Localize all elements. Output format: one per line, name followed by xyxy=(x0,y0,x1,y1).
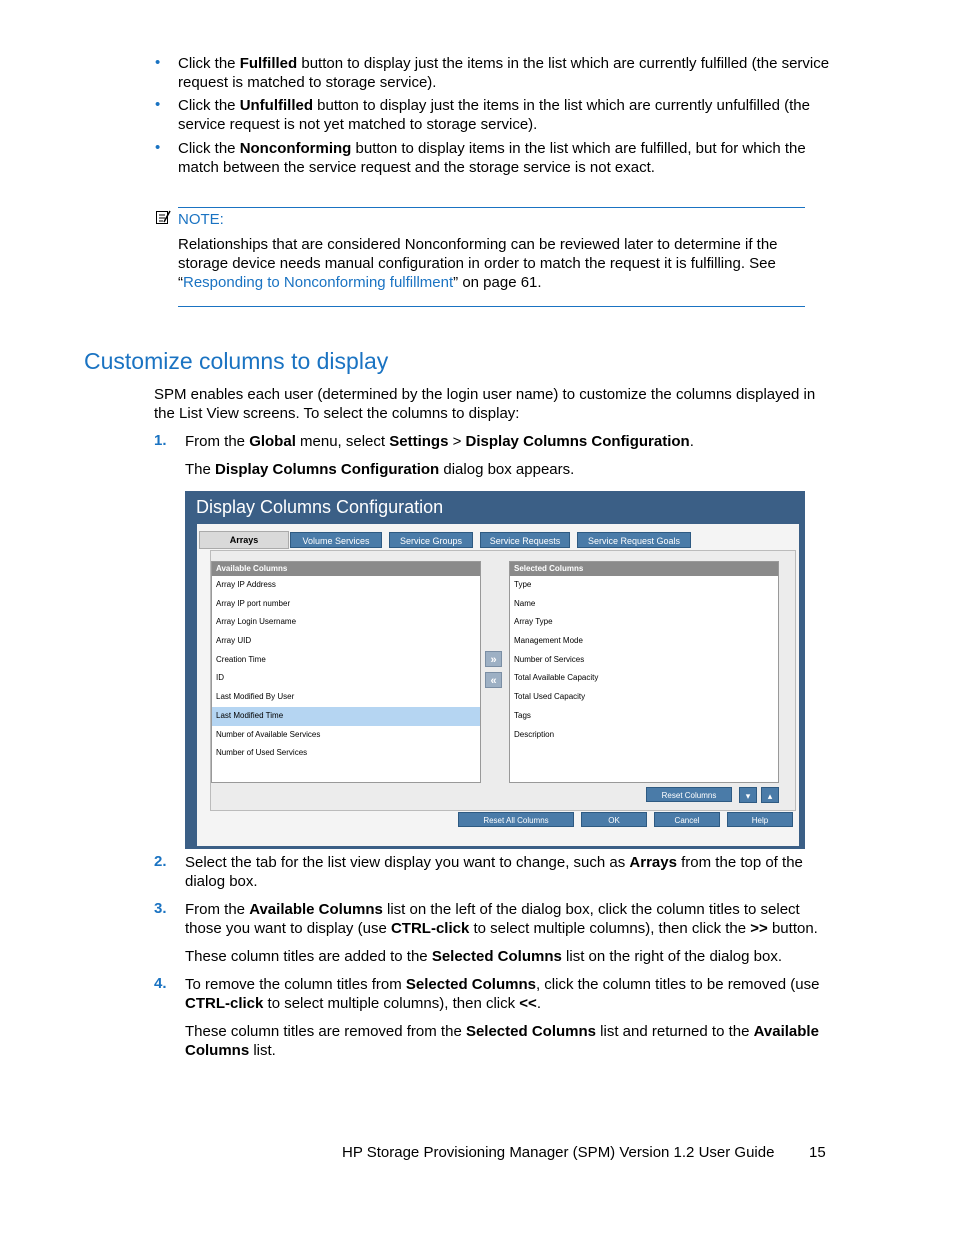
help-button[interactable]: Help xyxy=(727,812,793,827)
move-up-button[interactable]: ▴ xyxy=(761,787,779,803)
add-columns-button[interactable]: » xyxy=(485,651,502,667)
bullet-unfulfilled: Click the Unfulfilled button to display just the items in the list which are currently unfulfilled (the service request is not yet matched to storage service). xyxy=(178,97,810,133)
step-number: 2. xyxy=(154,853,167,870)
bullet-marker: • xyxy=(155,139,161,156)
list-item[interactable]: Number of Used Services xyxy=(216,748,308,758)
step-2-text: Select the tab for the list view display you want to change, such as Arrays from the top of the dialog box. xyxy=(185,854,803,890)
note-text: Relationships that are considered Nonconforming can be reviewed later to determine if the storage device needs manual configuration in order to match the request it is fulfilling. See “Responding to Nonconforming fulfillment” on page 61. xyxy=(178,236,778,291)
remove-columns-button[interactable]: « xyxy=(485,672,502,688)
list-item[interactable]: Name xyxy=(514,598,536,608)
list-item[interactable]: Number of Services xyxy=(514,654,585,664)
list-item[interactable]: Array Type xyxy=(514,617,553,627)
bullet-marker: • xyxy=(155,54,161,71)
bullet-nonconforming: Click the Nonconforming button to display items in the list which are fulfilled, but for which the match between the service request and the storage service is not exact. xyxy=(178,140,806,176)
list-item[interactable]: ID xyxy=(216,673,224,683)
list-item[interactable]: Last Modified By User xyxy=(216,692,295,702)
list-item[interactable]: Total Available Capacity xyxy=(514,673,599,683)
note-link[interactable]: Responding to Nonconforming fulfillment xyxy=(183,274,454,291)
list-item[interactable]: Description xyxy=(514,729,555,739)
reset-all-columns-button[interactable]: Reset All Columns xyxy=(458,812,574,827)
list-item[interactable]: Array IP port number xyxy=(216,598,291,608)
tab-service-request-goals[interactable]: Service Request Goals xyxy=(577,532,691,548)
list-item-selected[interactable]: Last Modified Time xyxy=(212,707,480,726)
note-label: NOTE: xyxy=(178,211,224,228)
intro-paragraph: SPM enables each user (determined by the login user name) to customize the columns displayed in the List View screens. To select the columns to display: xyxy=(154,386,816,422)
dialog-title: Display Columns Configuration xyxy=(196,497,444,517)
step-4-result: These column titles are removed from the Selected Columns list and returned to the Available Columns list. xyxy=(185,1023,819,1059)
page-number: 15 xyxy=(809,1144,826,1161)
columns-panel xyxy=(210,550,796,811)
available-columns-header: Available Columns xyxy=(212,562,480,576)
section-title: Customize columns to display xyxy=(84,348,389,374)
selected-columns-list[interactable] xyxy=(509,561,779,783)
page-footer: HP Storage Provisioning Manager (SPM) Version 1.2 User Guide xyxy=(342,1144,775,1161)
step-3-result: These column titles are added to the Selected Columns list on the right of the dialog box. xyxy=(185,948,782,965)
step-number: 3. xyxy=(154,900,167,917)
move-down-button[interactable]: ▾ xyxy=(739,787,757,803)
tab-volume-services[interactable]: Volume Services xyxy=(290,532,382,548)
step-number: 1. xyxy=(154,432,167,449)
note-top-rule xyxy=(178,207,805,208)
list-item[interactable]: Array Login Username xyxy=(216,617,297,627)
dialog-body xyxy=(197,524,799,846)
step-4-text: To remove the column titles from Selected Columns, click the column titles to be removed (use CTRL-click to select multiple columns), then click <<. xyxy=(185,976,820,1012)
step-1-result: The Display Columns Configuration dialog box appears. xyxy=(185,461,575,478)
note-icon xyxy=(155,209,171,225)
list-item[interactable]: Management Mode xyxy=(514,636,583,646)
list-item[interactable]: Creation Time xyxy=(216,654,266,664)
reset-columns-button[interactable]: Reset Columns xyxy=(646,787,732,802)
bullet-marker: • xyxy=(155,96,161,113)
list-item[interactable]: Total Used Capacity xyxy=(514,692,586,702)
note-bottom-rule xyxy=(178,306,805,307)
tab-arrays[interactable]: Arrays xyxy=(199,531,289,549)
step-3-text: From the Available Columns list on the left of the dialog box, click the column titles to select those you want to display (use CTRL-click to select multiple columns), then click the >> button. xyxy=(185,901,818,937)
tab-service-requests[interactable]: Service Requests xyxy=(480,532,570,548)
list-item[interactable]: Tags xyxy=(514,710,531,720)
selected-columns-header: Selected Columns xyxy=(510,562,778,576)
list-item[interactable]: Type xyxy=(514,580,532,589)
available-columns-list[interactable] xyxy=(211,561,481,783)
display-columns-dialog xyxy=(185,491,805,849)
tab-service-groups[interactable]: Service Groups xyxy=(389,532,473,548)
list-item[interactable]: Array UID xyxy=(216,636,252,646)
cancel-button[interactable]: Cancel xyxy=(654,812,720,827)
bullet-fulfilled: Click the Fulfilled button to display just the items in the list which are currently fulfilled (the service request is matched to storage service). xyxy=(178,55,830,91)
step-number: 4. xyxy=(154,975,167,992)
list-item[interactable]: Number of Available Services xyxy=(216,729,321,739)
step-1-text: From the Global menu, select Settings > Display Columns Configuration. xyxy=(185,433,694,450)
list-item[interactable]: Array IP Address xyxy=(216,580,276,589)
ok-button[interactable]: OK xyxy=(581,812,647,827)
